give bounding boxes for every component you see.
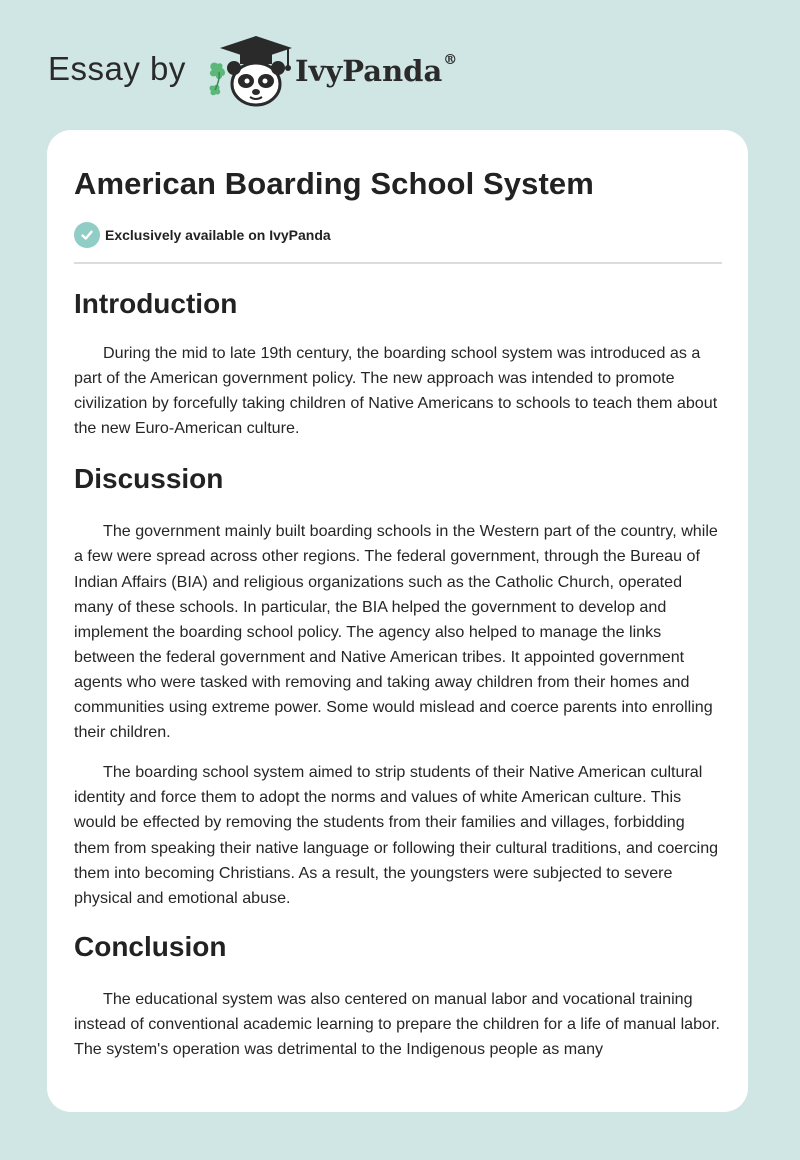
registered-mark: ® (443, 52, 458, 68)
exclusive-badge-label: Exclusively available on IvyPanda (105, 227, 331, 243)
section-heading-introduction: Introduction (74, 288, 238, 319)
panda-mortarboard-icon (200, 30, 300, 110)
conclusion-paragraph: The educational system was also centered on manual labor and vocational training instead of conventional academic learning to prepare the children for a life of manual labor. The system's operation was detrimental to the Indigenous people as many (74, 989, 720, 1058)
checkmark-icon (74, 222, 100, 248)
exclusive-badge (74, 222, 722, 248)
section-heading-discussion: Discussion (74, 463, 224, 495)
discussion-paragraph: The boarding school system aimed to strip students of their Native American cultural identity and force them to adopt the norms and values of white American culture. This would be effected by removing the students from their families and villages, forbidding them from speaking their native language or following their cultural traditions, and coercing them into becoming Christians. As a result, the youngsters were subjected to severe physical and emotional abuse. (74, 763, 719, 907)
ivypanda-logo[interactable] (200, 30, 300, 110)
discussion-paragraph: The government mainly built boarding schools in the Western part of the country, while a few were spread across other regions. The federal government, through the Bureau of Indian Affairs (BIA) and religious organizations such as the Catholic Church, operated many of these schools. In particular, the BIA helped the government to develop and implement the boarding school policy. The agency also helped to manage the links between the federal government and Native American tribes. It appointed government agents who were tasked with removing and taking away children from their homes and communities using extreme power. Some would mislead and coerce parents into enrolling their children. (74, 522, 718, 742)
introduction-paragraph: During the mid to late 19th century, the boarding school system was introduced as a part of the American government policy. The new approach was intended to promote civilization by forcefully taking children of Native Americans to schools to teach them about the new Euro-American culture. (74, 344, 718, 438)
brand-name[interactable]: IvyPanda® (295, 52, 458, 88)
essay-card (47, 130, 748, 1112)
site-header (48, 30, 752, 120)
page-title: American Boarding School System (74, 166, 594, 201)
section-heading-conclusion: Conclusion (74, 930, 227, 962)
essay-by-label: Essay by (48, 50, 186, 87)
title-divider (74, 262, 722, 264)
